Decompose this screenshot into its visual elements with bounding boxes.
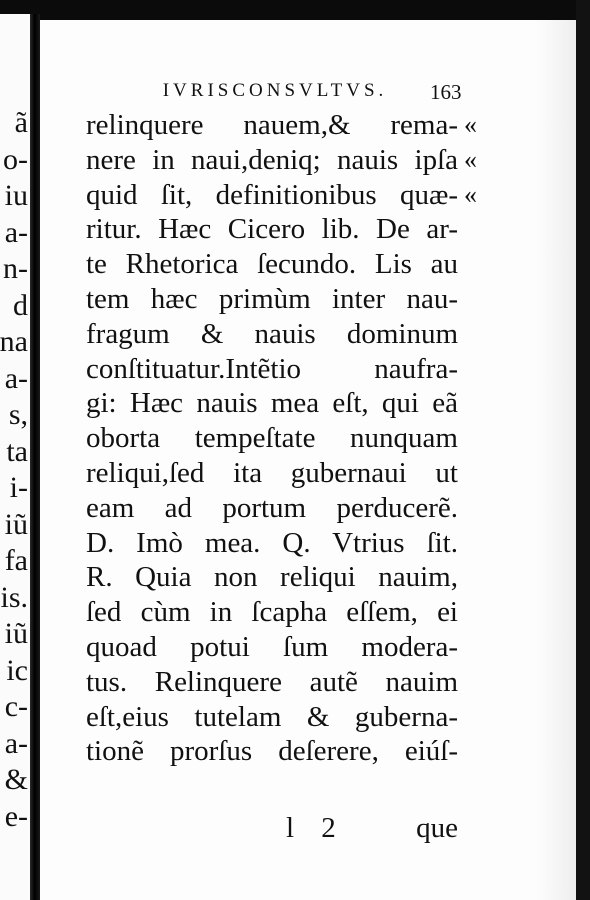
catchword: que bbox=[416, 812, 458, 844]
text-line: eſt,eius tutelam & guberna- bbox=[86, 700, 458, 733]
text-line: D. Imò mea. Q. Vtrius ſit. bbox=[86, 526, 458, 559]
left-fragment: a- bbox=[4, 216, 28, 249]
text-line: quoad potui ſum modera- bbox=[86, 630, 458, 663]
text-line: nere in naui,deniq; nauis ipſa bbox=[86, 143, 458, 176]
text-line: conſtituatur.Intẽtio naufra- bbox=[86, 352, 458, 385]
signature-mark: l 2 bbox=[286, 812, 346, 844]
page-number: 163 bbox=[430, 80, 462, 104]
text-line: tionẽ prorſus deſerere, eiúſ- bbox=[86, 735, 458, 768]
text-line: te Rhetorica ſecundo. Lis au bbox=[86, 248, 458, 281]
left-fragment: iũ bbox=[4, 617, 28, 650]
text-line: R. Quia non reliqui nauim, bbox=[86, 561, 458, 594]
text-line: reliqui,ſed ita gubernaui ut bbox=[86, 456, 458, 489]
left-fragment: o- bbox=[3, 143, 28, 176]
text-line: ſed cùm in ſcapha eſſem, ei bbox=[86, 596, 458, 629]
scan-right-edge bbox=[576, 0, 590, 900]
left-fragment: d bbox=[13, 289, 28, 322]
paper-shading bbox=[536, 20, 576, 900]
left-fragment: is. bbox=[0, 581, 28, 614]
left-fragment: a- bbox=[4, 362, 28, 395]
left-fragment: fa bbox=[4, 544, 28, 577]
running-head: IVRISCONSVLTVS. bbox=[162, 80, 388, 101]
left-fragment: ta bbox=[6, 435, 28, 468]
left-fragment: iũ bbox=[4, 508, 28, 541]
left-fragment: iu bbox=[4, 179, 28, 212]
text-line: relinquere nauem,& rema- bbox=[86, 109, 458, 141]
quote-mark: « bbox=[464, 110, 477, 139]
left-fragment: c- bbox=[4, 690, 28, 723]
quote-mark: « bbox=[464, 179, 477, 209]
text-line: fragum & nauis dominum bbox=[86, 317, 458, 350]
scan-top-edge bbox=[0, 0, 590, 22]
text-line: oborta tempeſtate nunquam bbox=[86, 422, 458, 455]
left-fragment: e- bbox=[4, 800, 28, 833]
text-line: eam ad portum perducerẽ. bbox=[86, 491, 458, 524]
left-fragment: na bbox=[0, 325, 28, 358]
quote-mark: « bbox=[464, 144, 477, 174]
text-line: gi: Hæc nauis mea eſt, qui eã bbox=[86, 387, 458, 420]
previous-page-strip bbox=[0, 14, 30, 900]
body-text bbox=[86, 108, 458, 769]
left-fragment: & bbox=[4, 763, 28, 796]
book-gutter bbox=[30, 14, 40, 900]
page-footer bbox=[86, 812, 458, 848]
left-fragment: s, bbox=[8, 398, 28, 431]
text-line: tus. Relinquere autẽ nauim bbox=[86, 665, 458, 698]
book-page bbox=[40, 20, 576, 900]
margin-quote-marks bbox=[464, 108, 494, 212]
left-fragment: a- bbox=[4, 727, 28, 760]
text-line: ritur. Hæc Cicero lib. De ar- bbox=[86, 213, 458, 246]
left-fragment: ã bbox=[14, 106, 28, 139]
text-line: quid ſit, definitionibus quæ- bbox=[86, 178, 458, 211]
text-line: tem hæc primùm inter nau- bbox=[86, 282, 458, 315]
left-fragment: n- bbox=[3, 252, 28, 285]
left-fragment: i- bbox=[9, 471, 28, 504]
left-fragment: ic bbox=[6, 654, 28, 687]
